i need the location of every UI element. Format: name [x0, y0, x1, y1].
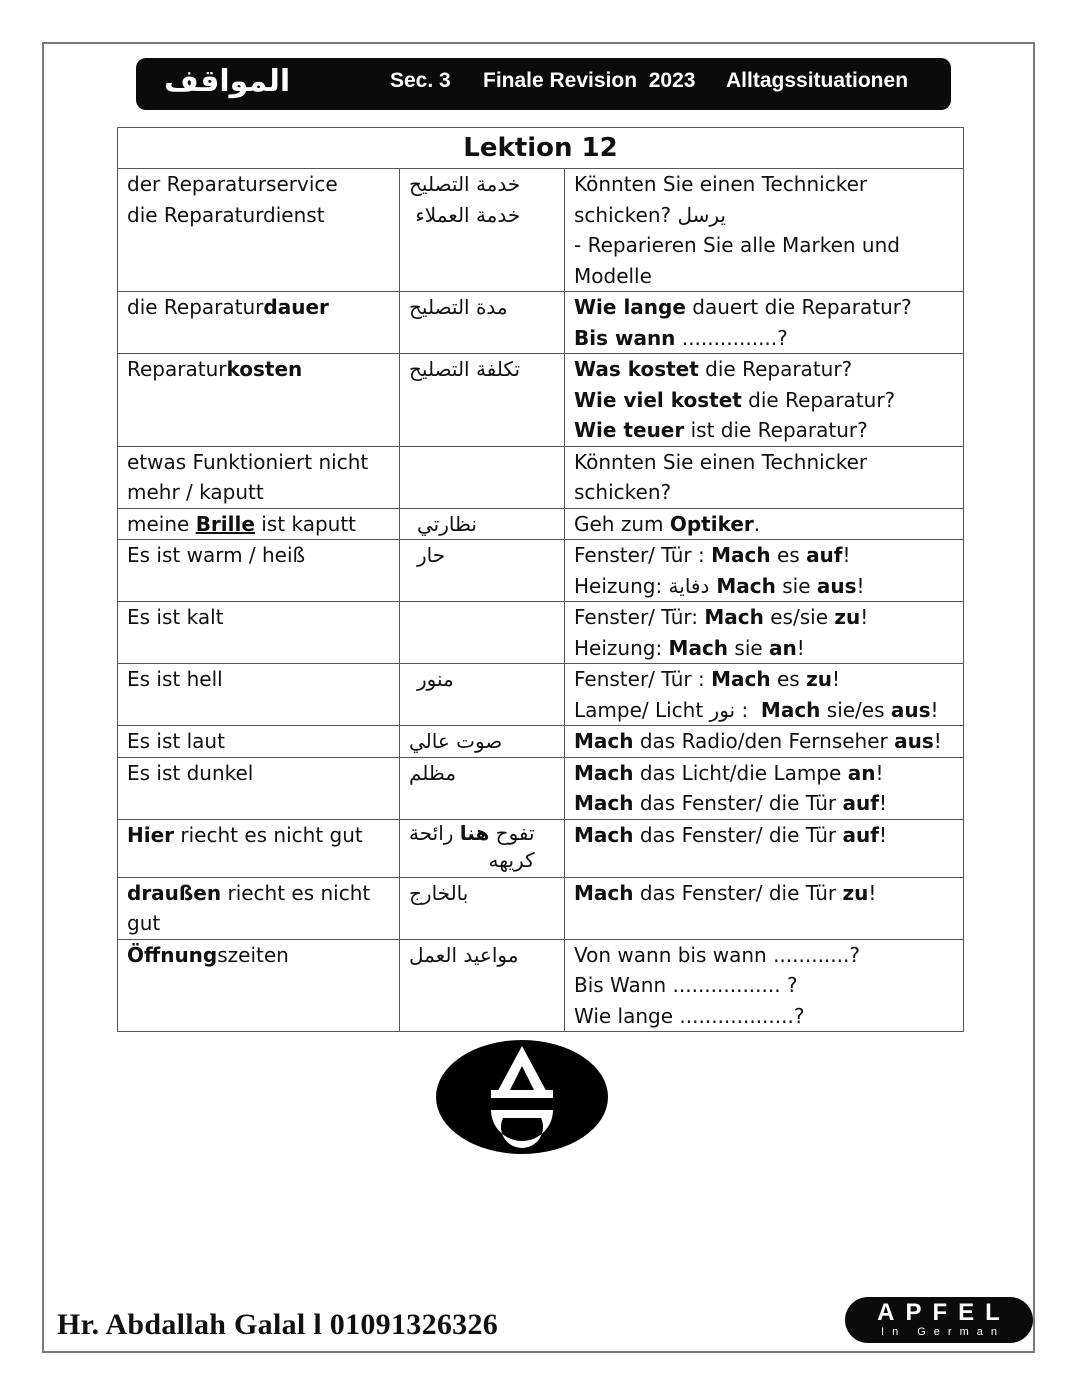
arabic-translation [400, 446, 565, 508]
phrases: Wie lange dauert die Reparatur? Bis wann ...............? [565, 292, 964, 354]
table-row [118, 292, 964, 354]
phrases: Mach das Radio/den Fernseher aus! [565, 726, 964, 758]
arabic-translation: تكلفة التصليح [400, 354, 565, 447]
table-row [118, 757, 964, 819]
table-row [118, 354, 964, 447]
german-term: meine Brille ist kaputt [118, 508, 400, 540]
german-term: Hier riecht es nicht gut [118, 819, 400, 877]
table-row [118, 540, 964, 602]
phrases: Mach das Fenster/ die Tür zu! [565, 877, 964, 939]
german-term: draußen riecht es nicht gut [118, 877, 400, 939]
phrases: Fenster/ Tür : Mach es auf! Heizung: دفاية Mach sie aus! [565, 540, 964, 602]
table-row [118, 726, 964, 758]
table-row [118, 508, 964, 540]
phrases: Mach das Fenster/ die Tür auf! [565, 819, 964, 877]
german-term: Es ist dunkel [118, 757, 400, 819]
table-row [118, 446, 964, 508]
table-row [118, 169, 964, 292]
arabic-translation: منور [400, 664, 565, 726]
apfel-logo-text: APFEL [877, 1299, 1011, 1326]
german-term: Es ist laut [118, 726, 400, 758]
vocabulary-table [117, 127, 964, 1032]
arabic-translation: مواعيد العمل [400, 939, 565, 1032]
phrases: Von wann bis wann ............? Bis Wann ................. ? Wie lange ..................? [565, 939, 964, 1032]
phrases: Fenster/ Tür: Mach es/sie zu! Heizung: Mach sie an! [565, 602, 964, 664]
german-term: die Reparaturdauer [118, 292, 400, 354]
arabic-translation: مدة التصليح [400, 292, 565, 354]
header-revision: Finale Revision 2023 [483, 69, 696, 92]
arabic-translation: خدمة التصليح خدمة العملاء [400, 169, 565, 292]
teacher-contact: Hr. Abdallah Galal l 01091326326 [57, 1308, 499, 1341]
phrases: Was kostet die Reparatur? Wie viel kostet die Reparatur? Wie teuer ist die Reparatur? [565, 354, 964, 447]
header-bar [136, 58, 951, 110]
apfel-logo-subtext: In German [881, 1326, 1005, 1338]
german-term: Reparaturkosten [118, 354, 400, 447]
phrases: Mach das Licht/die Lampe an! Mach das Fenster/ die Tür auf! [565, 757, 964, 819]
table-row [118, 664, 964, 726]
arabic-translation: نظارتي [400, 508, 565, 540]
brand-logo-arabic: المواقف [164, 64, 291, 99]
german-term: der Reparaturservice die Reparaturdienst [118, 169, 400, 292]
german-term: Es ist kalt [118, 602, 400, 664]
table-row [118, 602, 964, 664]
german-term: Es ist warm / heiß [118, 540, 400, 602]
ag-logo [436, 1040, 608, 1154]
arabic-translation [400, 602, 565, 664]
arabic-translation: حار [400, 540, 565, 602]
apfel-logo [845, 1297, 1033, 1343]
arabic-translation: تفوح هنا رائحة كريهه [400, 819, 565, 877]
phrases: Geh zum Optiker. [565, 508, 964, 540]
table-row [118, 819, 964, 877]
german-term: etwas Funktioniert nicht mehr / kaputt [118, 446, 400, 508]
table-row [118, 877, 964, 939]
table-title: Lektion 12 [118, 128, 964, 169]
header-topic: Alltagssituationen [726, 69, 909, 92]
header-section: Sec. 3 [390, 69, 451, 92]
german-term: Es ist hell [118, 664, 400, 726]
german-term: Öffnungszeiten [118, 939, 400, 1032]
arabic-translation: مظلم [400, 757, 565, 819]
arabic-translation: بالخارج [400, 877, 565, 939]
phrases: Könnten Sie einen Technicker schicken? يرسل - Reparieren Sie alle Marken und Modelle [565, 169, 964, 292]
phrases: Könnten Sie einen Technicker schicken? [565, 446, 964, 508]
arabic-translation: صوت عالي [400, 726, 565, 758]
phrases: Fenster/ Tür : Mach es zu! Lampe/ Licht نور : Mach sie/es aus! [565, 664, 964, 726]
table-row [118, 939, 964, 1032]
